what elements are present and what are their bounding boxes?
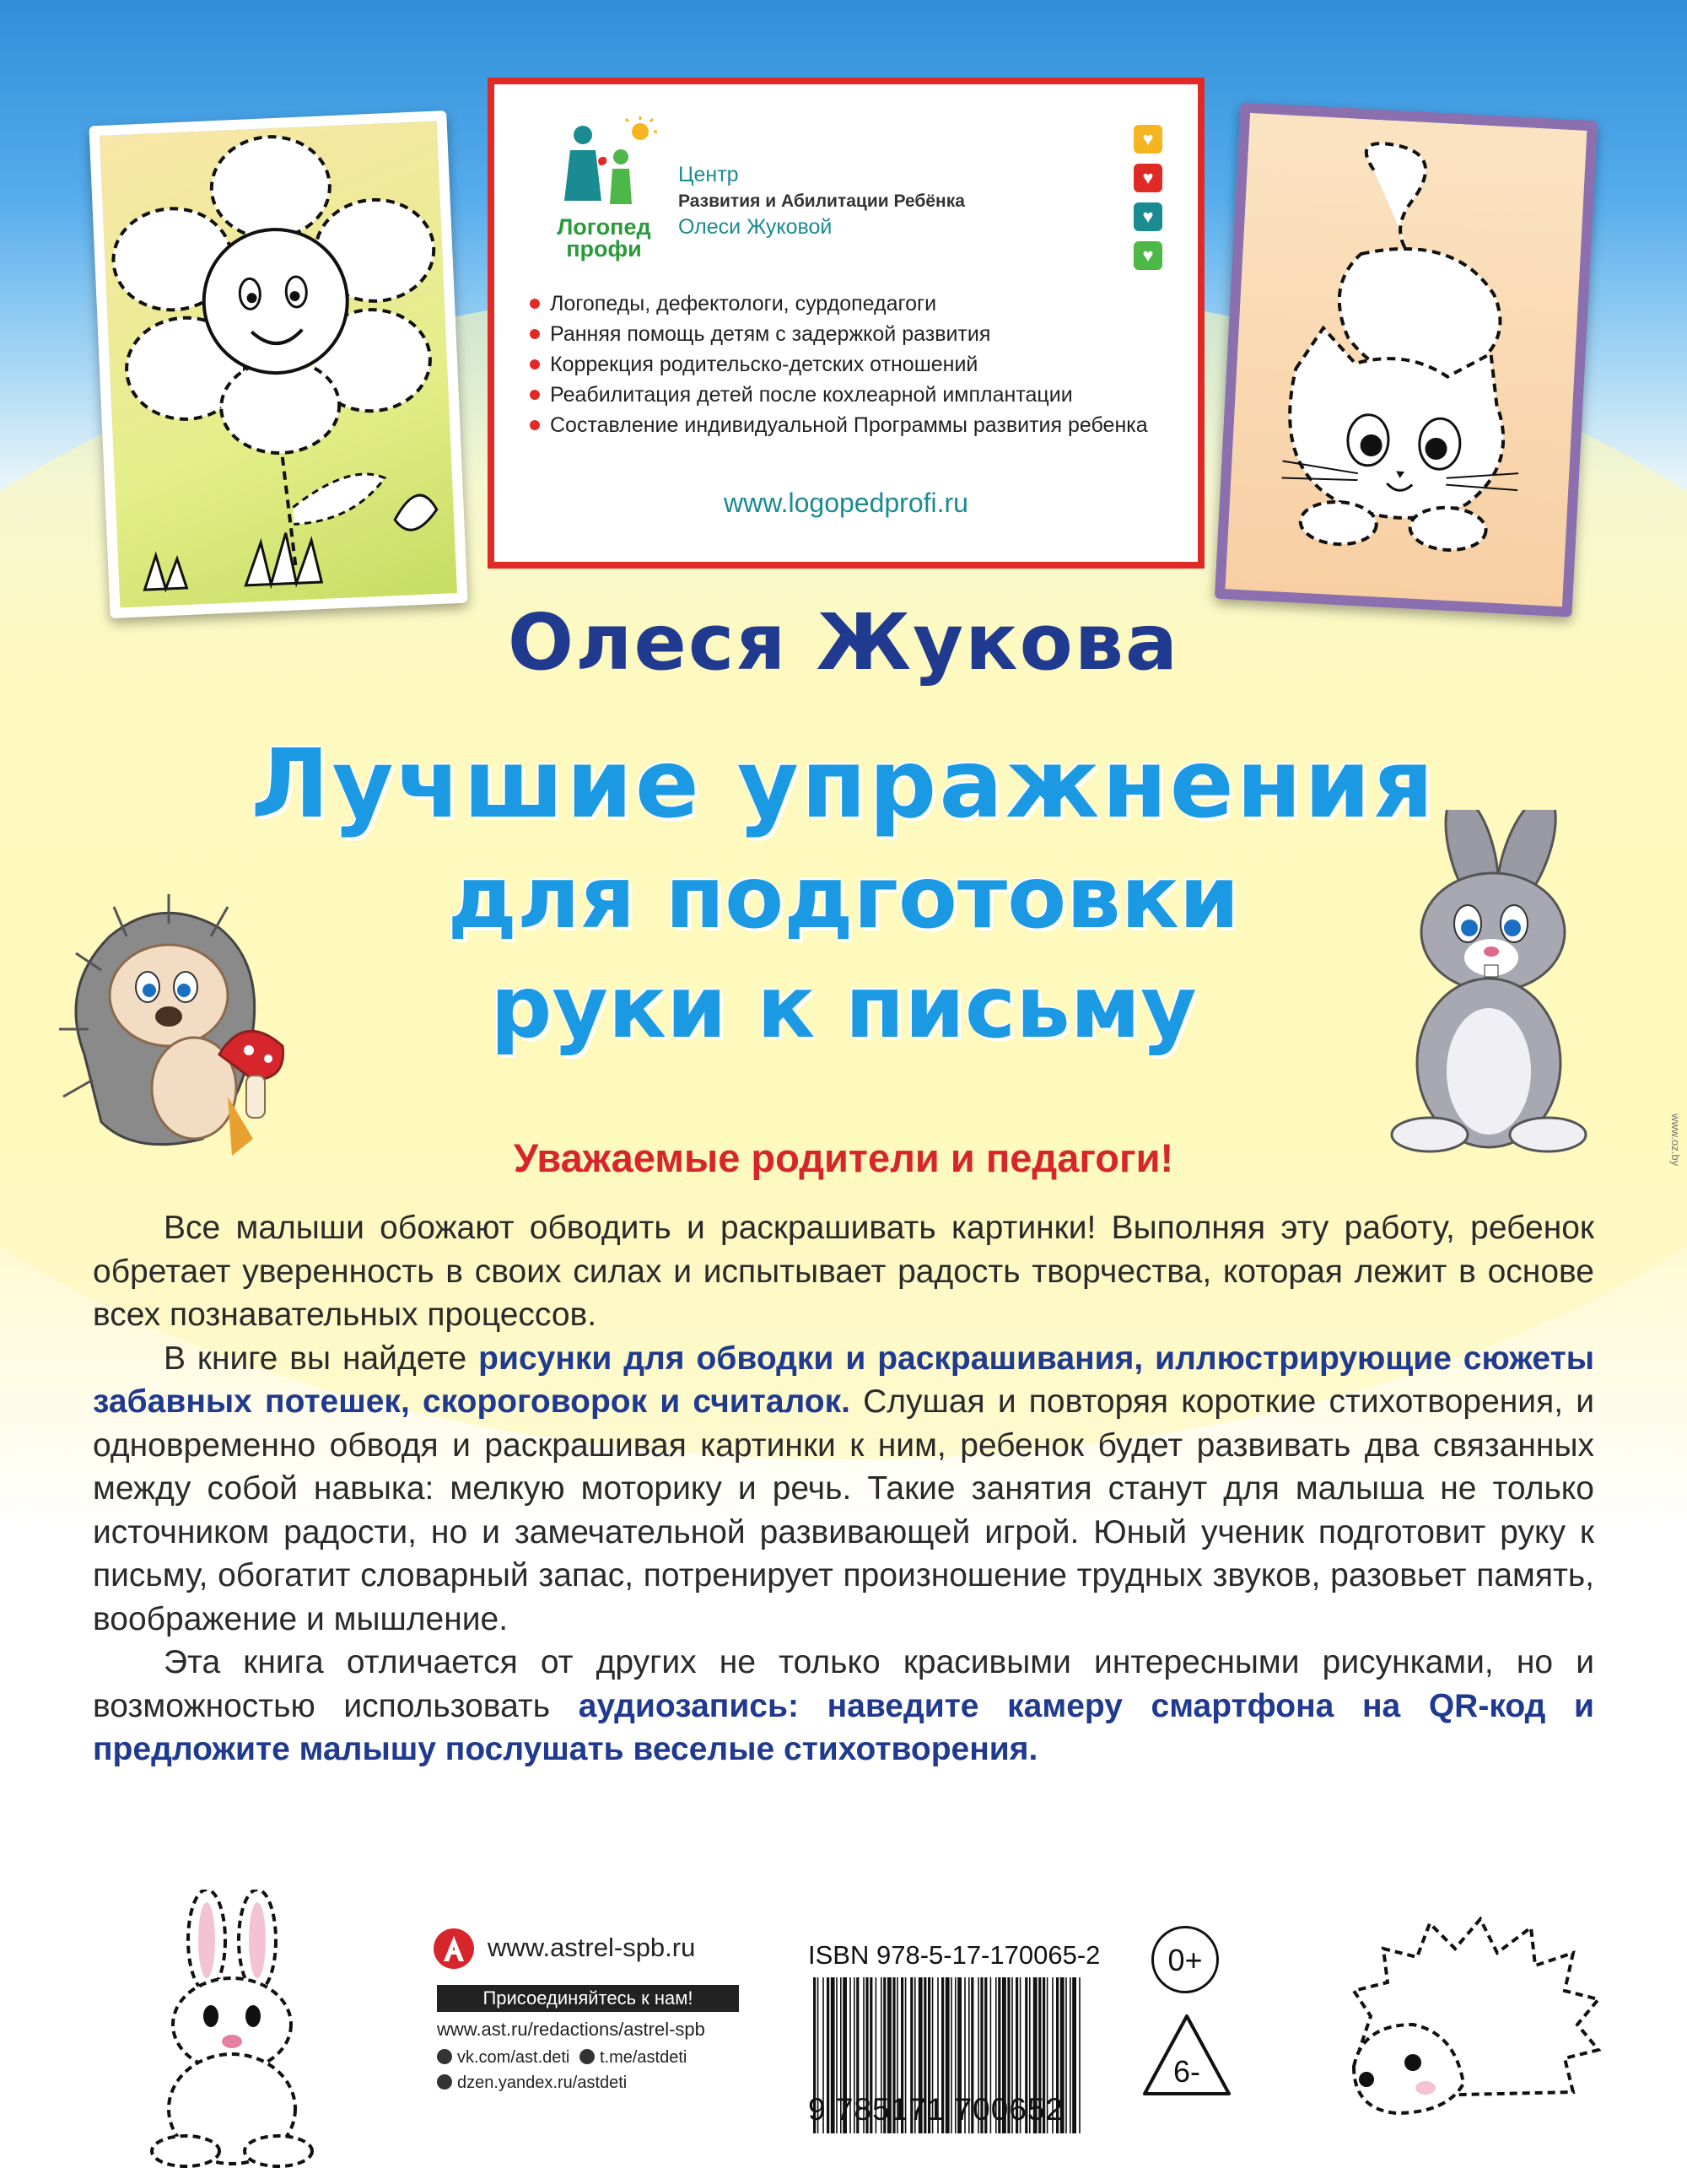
logo-wordmark — [541, 216, 667, 260]
paragraph-3 — [93, 1641, 1594, 1771]
publisher-site[interactable]: www.astrel-spb.ru — [488, 1933, 696, 1962]
age-secondary-label: 6- — [1172, 2054, 1201, 2089]
logoped-website[interactable]: www.logopedprofi.ru — [724, 488, 968, 518]
paragraph-3-lead: Эта книга отличается от других не только красивыми интересными рисунками, но и возможностью использовать — [93, 1644, 1594, 1724]
paragraph-1: Все малыши обожают обводить и раскрашивать картинки! Выполняя эту работу, ребенок обретает уверенность в своих силах и испытывает радость творчества, которая лежит в основе всех познавательных процессов. — [93, 1210, 1594, 1333]
hedgehog-illustration — [51, 886, 295, 1164]
kitten-tracing-card — [1215, 102, 1598, 617]
dzen-row — [437, 2073, 627, 2093]
heart-icon: ♥ — [1134, 202, 1162, 231]
join-us-banner: Присоединяйтесь к нам! — [437, 1985, 739, 2012]
org-line3: Олеси Жуковой — [678, 215, 833, 239]
telegram-icon — [579, 2049, 595, 2064]
bunny-tracing-illustration — [127, 1890, 337, 2168]
vk-icon — [437, 2049, 452, 2064]
barcode-bar — [1070, 1977, 1071, 2133]
logo-text-line2: профи — [566, 236, 642, 262]
barcode-bar — [1072, 1977, 1076, 2133]
services-list — [528, 289, 1169, 440]
logo-text-line1: Логопед — [557, 214, 651, 240]
paragraph-2 — [93, 1337, 1594, 1642]
org-line1: Центр — [678, 163, 739, 186]
service-item: Реабилитация детей после кохлеарной имплантации — [528, 380, 1169, 410]
isbn-label: ISBN 978-5-17-170065-2 — [808, 1940, 1101, 1970]
service-item: Составление индивидуальной Программы развития ребенка — [528, 410, 1169, 440]
dzen-link[interactable]: dzen.yandex.ru/astdeti — [457, 2073, 628, 2092]
service-item: Ранняя помощь детям с задержкой развития — [528, 319, 1169, 349]
paragraph-2-bold: рисунки для обводки и раскрашивания, иллюстрирующие сюжеты забавных потешек, скороговорок и считалок. — [93, 1340, 1595, 1420]
vk-link[interactable]: vk.com/ast.deti — [457, 2048, 570, 2067]
paragraph-3-bold: аудиозапись: наведите камеру смартфона на QR-код и предложите малышу послушать веселые стихотворения. — [93, 1687, 1594, 1767]
bunny-illustration — [1383, 810, 1603, 1164]
author-name: Олеся Жукова — [507, 597, 1180, 688]
kitten-illustration — [1225, 113, 1587, 607]
heart-icon: ♥ — [1134, 164, 1162, 192]
watermark: www.oz.by — [1669, 1114, 1682, 1167]
barcode-number: 9 785171 700652 — [808, 2092, 1064, 2127]
dzen-icon — [437, 2074, 452, 2090]
paragraph-2-lead: В книге вы найдете — [164, 1340, 479, 1377]
barcode-bar — [1079, 1977, 1081, 2133]
hedgehog-tracing-illustration — [1337, 1915, 1615, 2126]
heart-icon: ♥ — [1134, 241, 1162, 270]
ast-logo-icon — [433, 1928, 475, 1970]
description-text — [93, 1206, 1594, 1771]
family-logo-icon — [541, 116, 667, 218]
book-title-line2: для подготовки — [447, 848, 1240, 948]
logoped-profi-logo — [541, 116, 667, 260]
paragraph-2-rest: Слушая и повторяя короткие стихотворения, и одновременно обводя и раскрашивая картинки к ним, ребенок будет развивать два связанных между собой навыка: мелкую моторику и речь. Такие занятия станут для малыша не только источником радости, но и замечательной развивающей игрой. Юный ученик подготовит руку к письму, обогатит словарный запас, потренирует произношение трудных звуков, разовьет память, воображение и мышление. — [93, 1383, 1594, 1637]
book-title-line3: руки к письму — [490, 957, 1197, 1058]
book-title-line1: Лучшие упражнения — [251, 730, 1436, 839]
greeting-heading: Уважаемые родители и педагоги! — [513, 1135, 1174, 1180]
flower-tracing-card — [89, 111, 467, 618]
age-rating-badge: 0+ — [1151, 1926, 1219, 1993]
social-links-row — [437, 2048, 687, 2068]
heart-icon: ♥ — [1134, 125, 1162, 154]
barcode-bar — [1065, 1977, 1067, 2133]
heart-icons — [1134, 125, 1164, 280]
telegram-link[interactable]: t.me/astdeti — [599, 2048, 687, 2067]
logoped-profi-panel — [488, 78, 1205, 569]
publisher-redactions-link[interactable]: www.ast.ru/redactions/astrel-spb — [437, 2019, 705, 2040]
service-item: Логопеды, дефектологи, сурдопедагоги — [528, 289, 1169, 319]
service-item: Коррекция родительско-детских отношений — [528, 349, 1169, 380]
org-line2: Развития и Абилитации Ребёнка — [678, 191, 965, 211]
org-title — [678, 162, 965, 240]
age-warning-triangle — [1140, 2011, 1233, 2100]
daisy-illustration — [100, 121, 457, 608]
